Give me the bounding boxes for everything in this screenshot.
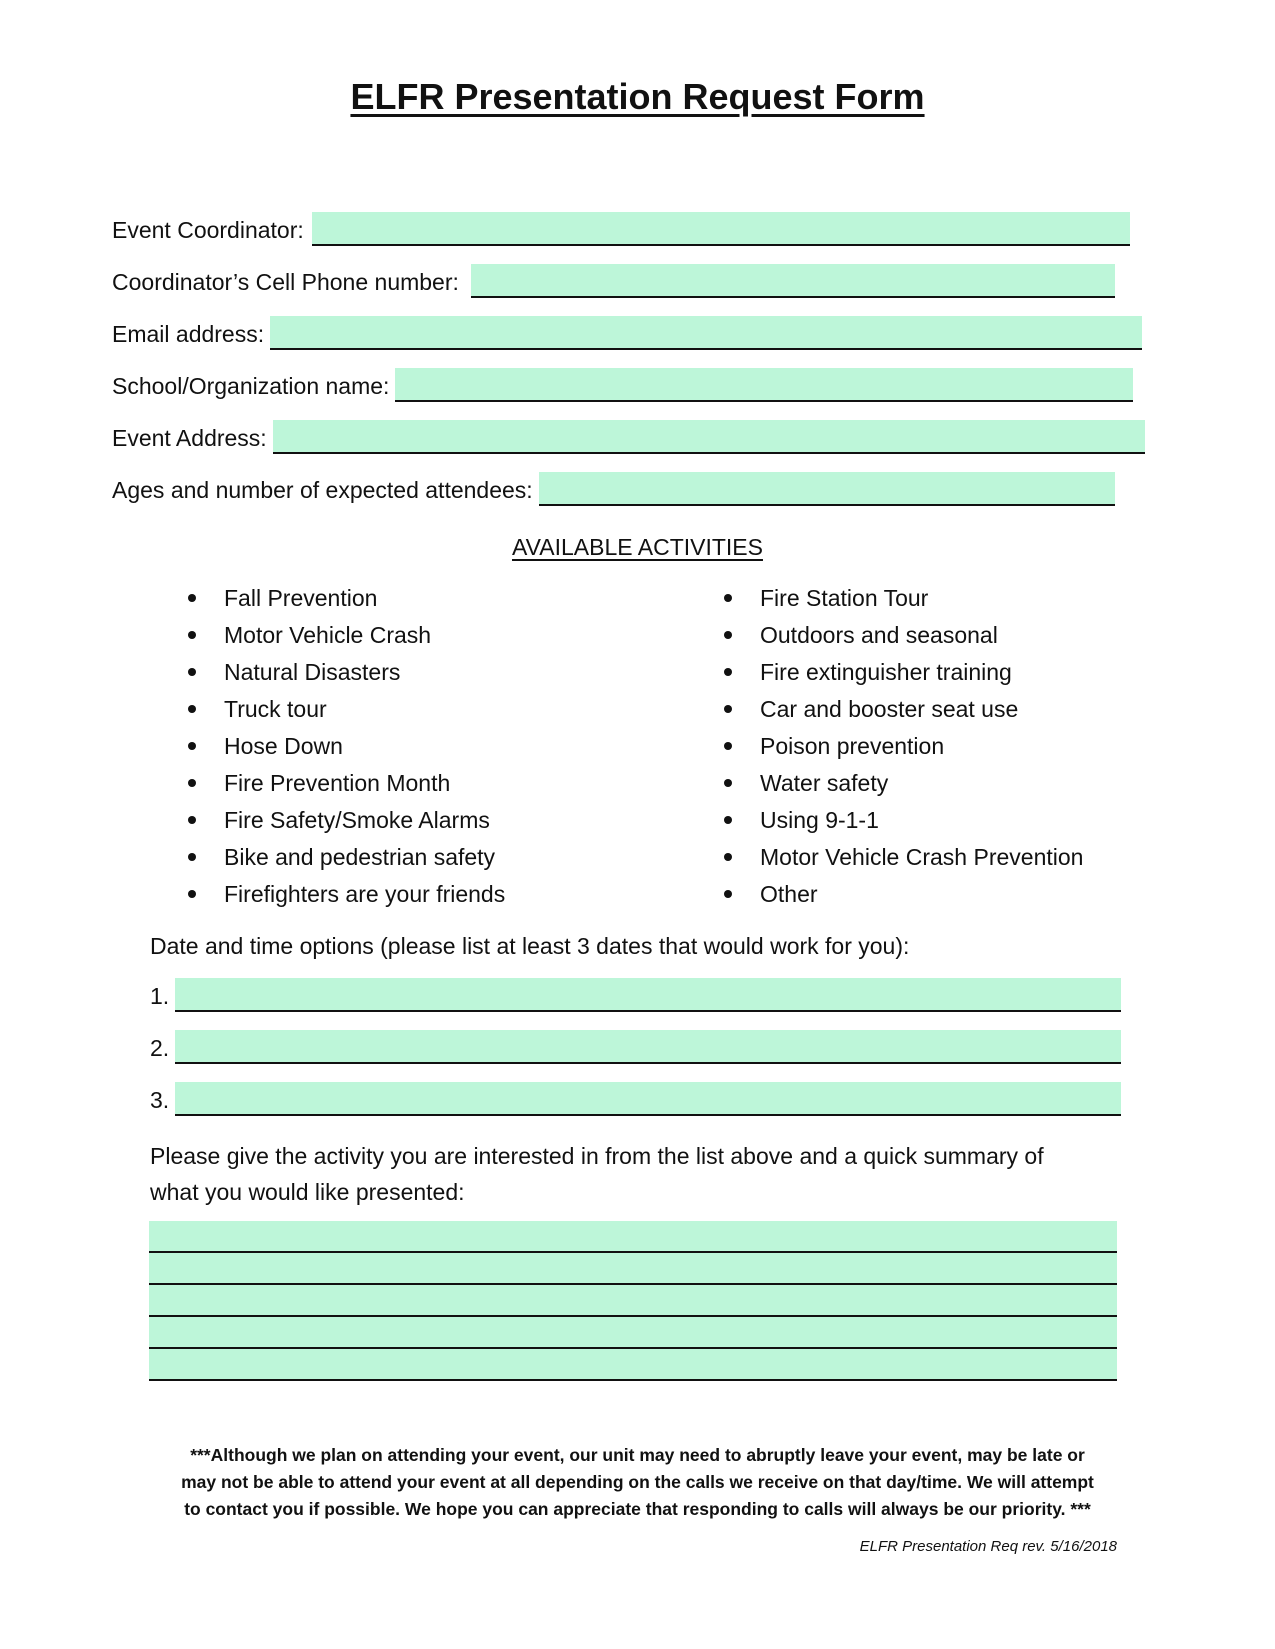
bullet-icon: [188, 594, 196, 602]
organization-field[interactable]: [395, 368, 1133, 402]
list-item: [184, 584, 505, 621]
event-coordinator-label: Event Coordinator:: [112, 217, 304, 243]
list-item: [184, 843, 505, 880]
revision-note: ELFR Presentation Req rev. 5/16/2018: [859, 1538, 1117, 1555]
summary-line[interactable]: [149, 1317, 1117, 1349]
date-option-row-3: [150, 1082, 1121, 1116]
activity-label: Fire Safety/Smoke Alarms: [224, 807, 490, 833]
organization-label: School/Organization name:: [112, 373, 390, 399]
list-item: [184, 695, 505, 732]
summary-line[interactable]: [149, 1253, 1117, 1285]
bullet-icon: [724, 631, 732, 639]
list-item: [720, 806, 1083, 843]
list-item: [720, 880, 1083, 917]
activity-label: Hose Down: [224, 733, 343, 759]
cell-phone-label: Coordinator’s Cell Phone number:: [112, 269, 459, 295]
bullet-icon: [724, 742, 732, 750]
activity-label: Car and booster seat use: [760, 696, 1019, 722]
event-address-field[interactable]: [273, 420, 1145, 454]
event-address-label: Event Address:: [112, 425, 267, 451]
date-option-row-1: [150, 978, 1121, 1012]
bullet-icon: [188, 816, 196, 824]
bullet-icon: [724, 816, 732, 824]
activity-label: Firefighters are your friends: [224, 881, 506, 907]
bullet-icon: [188, 631, 196, 639]
activity-label: Fall Prevention: [224, 585, 378, 611]
date-option-row-2: [150, 1030, 1121, 1064]
list-item: [184, 732, 505, 769]
date-option-number: 3.: [150, 1087, 170, 1113]
activity-label: Outdoors and seasonal: [760, 622, 998, 648]
date-options-prompt: Date and time options (please list at least 3 dates that would work for you):: [150, 933, 910, 959]
date-option-number: 2.: [150, 1035, 170, 1061]
date-option-field-2[interactable]: [175, 1030, 1121, 1064]
bullet-icon: [724, 853, 732, 861]
bullet-icon: [188, 890, 196, 898]
list-item: [720, 658, 1083, 695]
email-row: [112, 316, 1142, 350]
list-item: [720, 732, 1083, 769]
summary-prompt: [150, 1138, 1044, 1210]
list-item: [720, 695, 1083, 732]
bullet-icon: [724, 705, 732, 713]
attendees-label: Ages and number of expected attendees:: [112, 477, 533, 503]
bullet-icon: [724, 890, 732, 898]
list-item: [184, 621, 505, 658]
cell-phone-row: [112, 264, 1115, 298]
bullet-icon: [724, 779, 732, 787]
bullet-icon: [188, 853, 196, 861]
activity-label: Motor Vehicle Crash Prevention: [760, 844, 1084, 870]
activity-label: Bike and pedestrian safety: [224, 844, 496, 870]
date-option-field-3[interactable]: [175, 1082, 1121, 1116]
activity-label: Fire Station Tour: [760, 585, 929, 611]
list-item: [184, 880, 505, 917]
activity-label: Motor Vehicle Crash: [224, 622, 432, 648]
disclaimer: [140, 1442, 1135, 1523]
date-option-number: 1.: [150, 983, 170, 1009]
email-field[interactable]: [270, 316, 1142, 350]
bullet-icon: [188, 742, 196, 750]
disclaimer-line: ***Although we plan on attending your event, our unit may need to abruptly leave your event, may be late or: [190, 1445, 1085, 1465]
attendees-row: [112, 472, 1115, 506]
list-item: [184, 769, 505, 806]
organization-row: [112, 368, 1133, 402]
event-coordinator-row: [112, 212, 1130, 246]
list-item: [720, 621, 1083, 658]
list-item: [720, 584, 1083, 621]
event-address-row: [112, 420, 1145, 454]
disclaimer-line: may not be able to attend your event at all depending on the calls we receive on that day/time. We will attempt: [181, 1472, 1094, 1492]
activity-label: Water safety: [760, 770, 889, 796]
bullet-icon: [724, 594, 732, 602]
activity-label: Other: [760, 881, 818, 907]
summary-line[interactable]: [149, 1221, 1117, 1253]
activity-label: Fire extinguisher training: [760, 659, 1012, 685]
activity-label: Truck tour: [224, 696, 327, 722]
bullet-icon: [724, 668, 732, 676]
bullet-icon: [188, 779, 196, 787]
list-item: [720, 843, 1083, 880]
activities-list-left: [184, 584, 505, 917]
attendees-field[interactable]: [539, 472, 1115, 506]
activity-label: Natural Disasters: [224, 659, 401, 685]
activity-label: Fire Prevention Month: [224, 770, 451, 796]
form-title: ELFR Presentation Request Form: [350, 76, 925, 117]
activities-list-right: [720, 584, 1083, 917]
disclaimer-line: to contact you if possible. We hope you can appreciate that responding to calls will always be our priority. ***: [184, 1499, 1091, 1519]
available-activities-heading: AVAILABLE ACTIVITIES: [512, 534, 763, 560]
activity-label: Poison prevention: [760, 733, 945, 759]
bullet-icon: [188, 668, 196, 676]
activity-label: Using 9-1-1: [760, 807, 879, 833]
summary-line[interactable]: [149, 1349, 1117, 1381]
email-label: Email address:: [112, 321, 265, 347]
summary-line[interactable]: [149, 1285, 1117, 1317]
bullet-icon: [188, 705, 196, 713]
summary-prompt-line: Please give the activity you are interested in from the list above and a quick summary of: [150, 1143, 1044, 1169]
summary-prompt-line: what you would like presented:: [150, 1179, 465, 1205]
cell-phone-field[interactable]: [471, 264, 1115, 298]
list-item: [184, 806, 505, 843]
list-item: [720, 769, 1083, 806]
event-coordinator-field[interactable]: [312, 212, 1130, 246]
list-item: [184, 658, 505, 695]
date-option-field-1[interactable]: [175, 978, 1121, 1012]
